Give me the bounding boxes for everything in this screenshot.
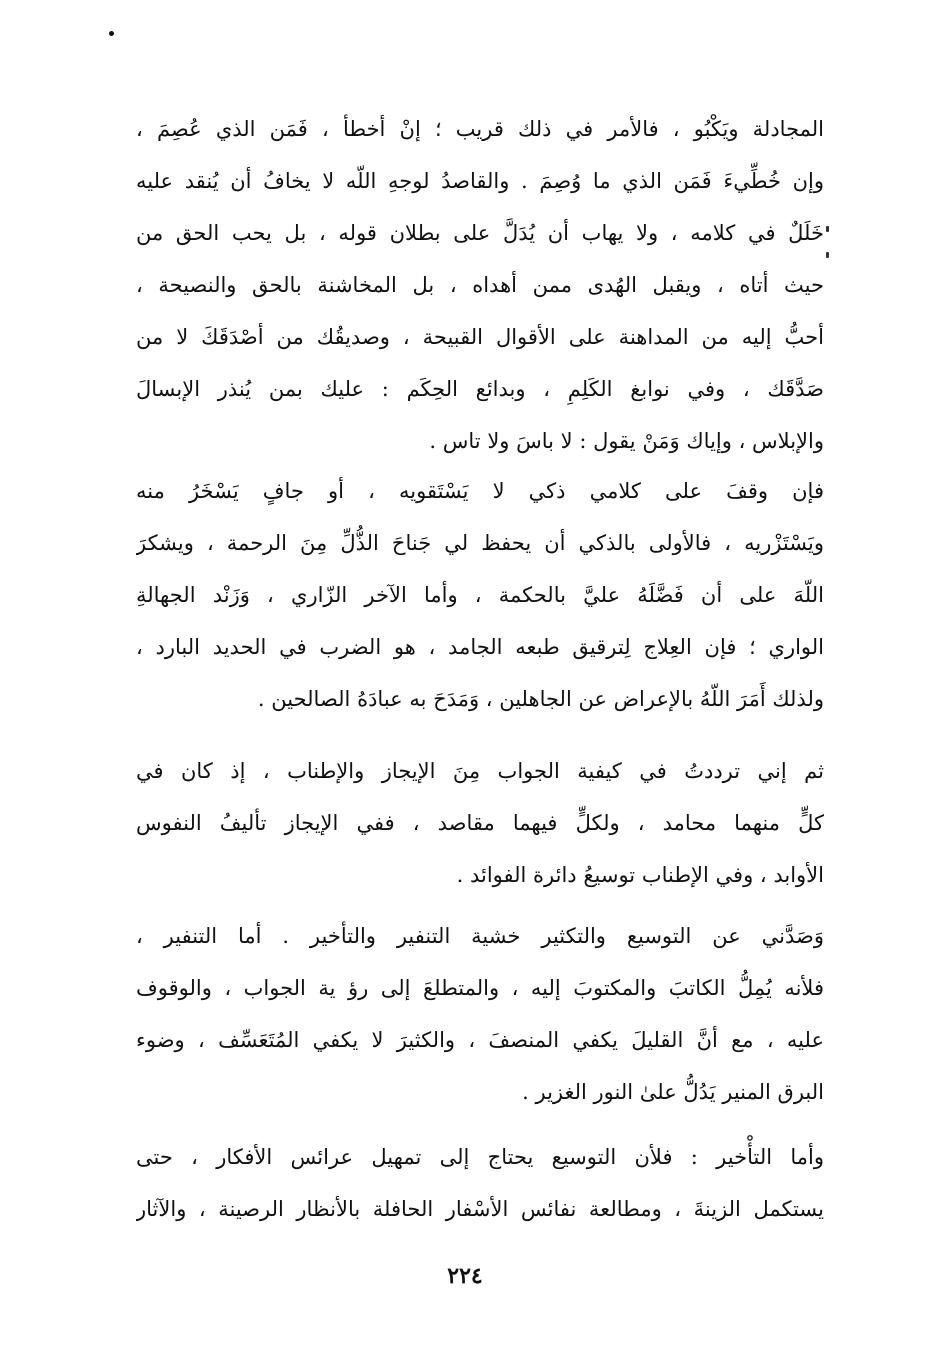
text-line: اللّهَ على أن فَضَّلَهُ عليَّ بالحكمة ، وأما الآخر الزّاري ، وَزَنْد الجهالةِ <box>136 583 824 607</box>
text-line: فإن وقفَ على كلامي ذكي لا يَسْتَقويه ، أو جافٍ يَسْخَرُ منه <box>136 479 824 503</box>
text-line: وإن خُطِّيءَ فَمَن الذي ما وُصِمَ . والقاصدُ لوجهِ اللّه لا يخافُ أن يُنقد عليه <box>136 169 824 193</box>
paragraph-5 <box>136 1131 824 1235</box>
text-line: فلأنه يُمِلُّ الكاتبَ والمكتوبَ إليه ، والمتطلعَ إلى رؤ ية الجواب ، والوقوف <box>136 976 824 1000</box>
paragraph-3 <box>136 745 824 901</box>
text-line: المجادلة ويَكْبُو ، فالأمر في ذلك قريب ؛ إنْ أخطأ ، فَمَن الذي عُصِمَ ، <box>136 117 824 141</box>
text-line: خَلَلٌ في كلامه ، ولا يهاب أن يُدَلَّ على بطلان قوله ، بل يحب الحق من <box>136 221 824 245</box>
margin-mark-bottom <box>826 252 829 258</box>
text-line: ثم إني ترددتُ في كيفية الجواب مِنَ الإيجاز والإطناب ، إذ كان في <box>136 759 824 783</box>
text-line: وَصَدَّني عن التوسيع والتكثير خشية التنفير والتأخير . أما التنفير ، <box>136 924 824 948</box>
text-line: ويَسْتَزْريه ، فالأولى بالذكي أن يحفظ لي جَناحَ الذُّلِّ مِنَ الرحمة ، ويشكرَ <box>136 531 824 555</box>
text-line: ولذلك أَمَرَ اللّهُ بالإعراض عن الجاهلين ، وَمَدَحَ به عبادَهُ الصالحين . <box>257 687 824 711</box>
text-line: كلٍّ منهما محامد ، ولكلٍّ فيهما مقاصد ، ففي الإيجاز تأليفُ النفوس <box>136 811 824 835</box>
paragraph-4 <box>136 910 824 1118</box>
page-number: ٢٢٤ <box>447 1263 483 1289</box>
text-line: البرق المنير يَدُلُّ علىٰ النور الغزير . <box>522 1080 824 1104</box>
text-line: وأما التأْخير : فلأن التوسيع يحتاج إلى تمهيل عرائس الأفكار ، حتى <box>136 1145 824 1169</box>
margin-mark-top <box>826 226 829 232</box>
text-line: أحبُّ إليه من المداهنة على الأقوال القبيحة ، وصديقُك من أصْدَقَكَ لا من <box>136 325 824 349</box>
text-line: صَدَّقَك ، وفي نوابغ الكَلِمِ ، وبدائع الحِكَم : عليك بمن يُنذر الإبسالَ <box>136 377 824 401</box>
text-line: حيث أتاه ، ويقبل الهُدى ممن أهداه ، بل المخاشنة بالحق والنصيحة ، <box>136 273 824 297</box>
paragraph-1 <box>136 103 824 467</box>
text-line: يستكمل الزينةَ ، ومطالعة نفائس الأسْفار الحافلة بالأنظار الرصينة ، والآثار <box>136 1197 824 1221</box>
text-line: والإبلاس ، وإياك وَمَنْ يقول : لا باسَ ولا تاس . <box>429 429 824 453</box>
text-line: عليه ، مع أنَّ القليلَ يكفي المنصفَ ، والكثيرَ لا يكفي المُتَعَسِّف ، وضوء <box>136 1028 824 1052</box>
text-line: الأوابد ، وفي الإطناب توسيعُ دائرة الفوائد . <box>456 863 824 887</box>
paragraph-2 <box>136 465 824 725</box>
text-line: الواري ؛ فإن العِلاج لِترقيق طبعه الجامد ، هو الضرب في الحديد البارد ، <box>136 635 824 659</box>
corner-dot-mark <box>109 31 114 36</box>
